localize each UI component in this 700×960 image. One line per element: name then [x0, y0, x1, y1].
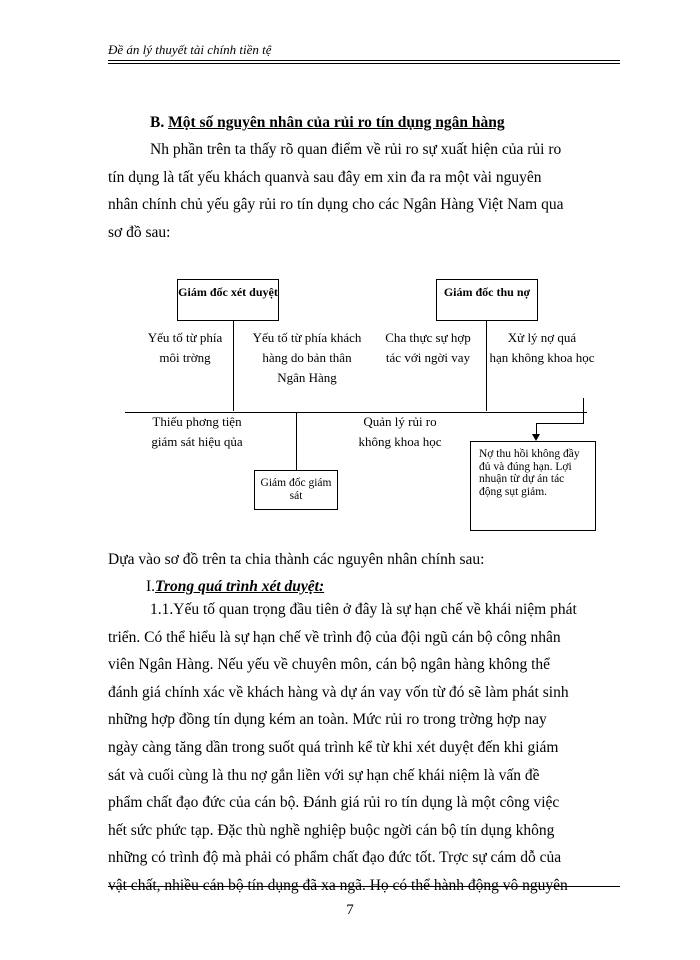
connector-supervise-up	[296, 412, 297, 470]
section-b-prefix: B.	[150, 114, 165, 131]
body-paragraph	[108, 596, 620, 900]
label-line: hàng do bản thân	[262, 350, 352, 365]
body-line: hết sức phức tạp. Đặc thù nghề nghiệp buộc ngời cán bộ tín dụng không	[108, 821, 555, 839]
label-line: Quản lý rủi ro	[363, 414, 437, 429]
connector-review-down	[233, 321, 234, 411]
section-i-title: Trong quá trình xét duyệt:	[155, 578, 325, 595]
after-diagram-text	[108, 546, 620, 574]
label-line: Cha thực sự hợp	[385, 330, 471, 345]
connector-debt-elbow	[536, 423, 584, 424]
label-line: giám sát hiệu qủa	[151, 434, 243, 449]
box-debt-recovery: Nợ thu hồi không đầy đủ và đúng hạn. Lợi nhuận từ dự án tác động sụt giảm.	[470, 441, 596, 531]
label-risk-management	[352, 412, 448, 452]
section-i-prefix: I.	[146, 578, 156, 595]
intro-line: nhân chính chủ yếu gây rủi ro tín dụng cho các Ngân Hàng Việt Nam qua	[108, 196, 564, 214]
label-overdue-handling	[488, 328, 596, 368]
intro-line: Nh phần trên ta thấy rõ quan điểm về rủi ro sự xuất hiện của rủi ro	[150, 141, 562, 158]
label-line: Yếu tố từ phía khách	[252, 330, 362, 345]
connector-right-drop	[583, 398, 584, 423]
body-line: đánh giá chính xác về khách hàng và dự án vay vốn từ đó sẽ làm phát sinh	[108, 683, 569, 701]
body-line: 1.1.Yếu tố quan trọng đầu tiên ở đây là sự hạn chế về khái niệm phát	[150, 601, 577, 618]
arrow-down-icon	[532, 434, 540, 441]
label-supervision-means	[140, 412, 254, 452]
after-diagram-line: Dựa vào sơ đồ trên ta chia thành các nguyên nhân chính sau:	[108, 551, 485, 568]
section-i-heading	[146, 578, 324, 596]
label-environment	[140, 328, 230, 368]
box-supervision-director: Giám đốc giám sát	[254, 470, 338, 510]
body-line: ngày càng tăng dần trong suốt quá trình kể từ khi xét duyệt đến khi giám	[108, 738, 559, 756]
body-line: những hợp đồng tín dụng kém an toàn. Mức rủi ro trong trờng hợp nay	[108, 711, 547, 729]
label-line: không khoa học	[358, 434, 442, 449]
page-number: 7	[346, 902, 354, 918]
intro-line: sơ đồ sau:	[108, 223, 171, 241]
label-line: Yếu tố từ phía	[147, 330, 223, 345]
footer-rule	[108, 886, 620, 887]
label-line: hạn không khoa học	[489, 350, 595, 365]
label-cooperation	[376, 328, 480, 368]
connector-collect-down	[486, 321, 487, 411]
body-line: phẩm chất đạo đức của cán bộ. Đánh giá rủi ro tín dụng là một công việc	[108, 794, 560, 812]
box-collection-director: Giám đốc thu nợ	[436, 279, 538, 321]
body-line: những có trình độ mà phải có phẩm chất đạo đức tốt. Trợc sự cám dỗ của	[108, 849, 562, 867]
body-line: sát và cuối cùng là thu nợ gắn liền với sự hạn chế khái niệm là vấn đề	[108, 766, 540, 784]
box-review-director: Giám đốc xét duyệt	[177, 279, 279, 321]
label-line: môi trờng	[159, 350, 211, 365]
label-line: tác với ngời vay	[385, 350, 471, 365]
label-line: Thiếu phơng tiện	[152, 414, 242, 429]
label-line: Ngân Hàng	[277, 370, 337, 385]
body-line: vật chất, nhiều cán bộ tín dụng đã xa ngã. Họ có thể hành động vô nguyên	[108, 876, 568, 894]
intro-line: tín dụng là tất yếu khách quanvà sau đây em xin đa ra một vài nguyên	[108, 168, 542, 186]
section-b-title: Một số nguyên nhân của rủi ro tín dụng ngân hàng	[168, 114, 505, 131]
body-line: triển. Có thể hiểu là sự hạn chế về trình độ của đội ngũ cán bộ công nhân	[108, 628, 561, 646]
label-customer	[244, 328, 370, 388]
body-line: viên Ngân Hàng. Nếu yếu về chuyên môn, cán bộ ngân hàng không thể	[108, 656, 551, 674]
page-header: Đề án lý thuyết tài chính tiền tệ	[108, 42, 272, 57]
label-line: Xử lý nợ quá	[507, 330, 577, 345]
